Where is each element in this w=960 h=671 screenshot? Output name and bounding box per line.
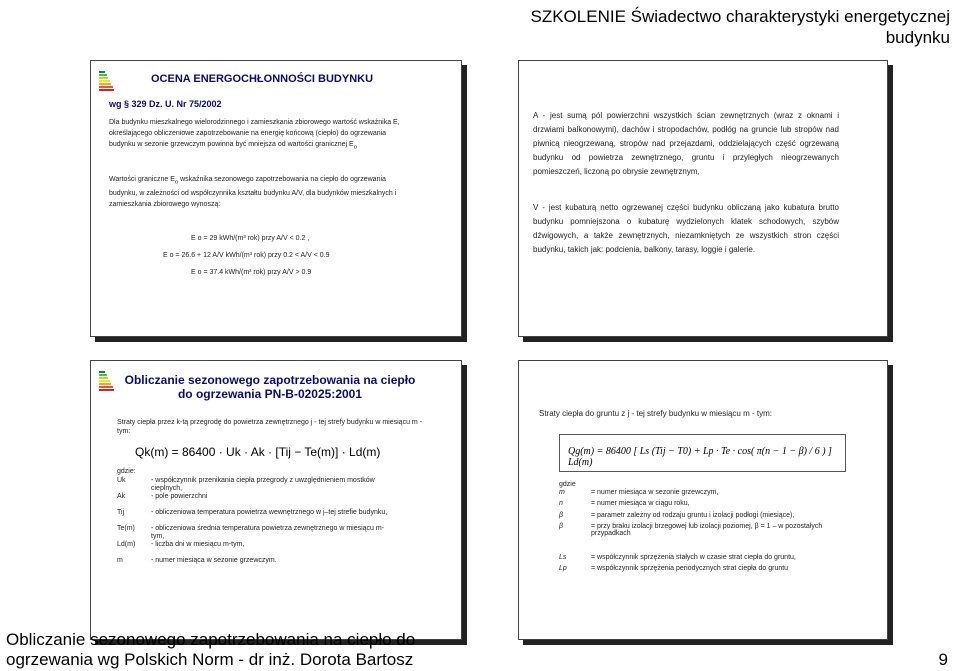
energy-bar <box>99 389 114 391</box>
definition-text: = parametr zależny od rodzaju gruntu i izolacji podłogi (miesiące), <box>591 512 795 519</box>
definition-text: - obliczeniowa średnia temperatura powietrza zewnętrznego w miesiącu m-tym, <box>151 525 385 540</box>
energy-bar <box>99 371 105 373</box>
energy-bar <box>99 86 113 88</box>
definition-symbol: Tij <box>117 509 125 516</box>
definition-symbol: Ld(m) <box>117 541 136 548</box>
energy-bar <box>99 383 111 385</box>
equation-3: E o = 37.4 kWh/(m³ rok) przy A/V > 0.9 <box>191 269 312 276</box>
energy-bar <box>99 380 110 382</box>
energy-bar <box>99 377 108 379</box>
intro-text: Straty ciepła do gruntu z j - tej strefy budynku w miesiącu m - tym: <box>539 409 772 418</box>
definition-symbol: Ak <box>117 493 126 500</box>
equation-2: E o = 26.6 + 12 A/V kWh/(m³ rok) przy 0.2 < A/V < 0.9 <box>163 252 330 259</box>
definition-symbol: n <box>559 500 563 507</box>
energy-label-icon <box>99 71 115 93</box>
energy-bar <box>99 89 114 91</box>
definition-symbol: β <box>559 523 563 530</box>
definition-symbol: Uk <box>117 477 126 484</box>
slide-title: Obliczanie sezonowego zapotrzebowania na ciepło do ogrzewania PN-B-02025:2001 <box>124 373 416 401</box>
document-header: SZKOLENIE Świadectwo charakterystyki energetycznej budynku <box>530 7 950 47</box>
slide-title: OCENA ENERGOCHŁONNOŚCI BUDYNKU <box>151 73 374 85</box>
definition-text: = numer miesiąca w sezonie grzewczym, <box>591 489 719 496</box>
definition-symbol: β <box>559 512 563 519</box>
slide-subtitle: wg § 329 Dz. U. Nr 75/2002 <box>109 99 222 109</box>
formula-qg: Qg(m) = 86400 [ Ls (Tij − T0) + Lp · Te · cos( π(n − 1 − β) / 6 ) ] Ld(m) <box>559 434 846 472</box>
paragraph-intro: Dla budynku mieszkalnego wielorodzinnego i zamieszkania zbiorowego wartość wskaźnika E, określającego obliczeniowe zapotrzebowanie na energię końcową (ciepło) do ogrzewania budynku w sezonie grzewczym powinna być mniejsza od wartości granicznej $E_o$ <box>109 119 400 151</box>
definition-symbol: Lp <box>559 565 567 572</box>
definition-text: = współczynnik sprzężenia periodycznych strat ciepła do gruntu <box>591 565 789 572</box>
where-label: gdzie <box>559 481 576 488</box>
definition-symbol: m <box>117 557 123 564</box>
definition-text: - pole powierzchni <box>151 493 208 500</box>
energy-label-icon <box>99 371 115 393</box>
energy-bar <box>99 80 110 82</box>
definition-v: V - jest kubaturą netto ogrzewanej części budynku obliczaną jako kubatura brutto budynku pomniejszona o kubaturę wydzielonych klatek schodowych, szybów dźwigowych, a także zewnętrznych, niezamkniętych ze wszystkich stron części budynku, takich jak: podcienia, balkony, tarasy, loggie i galerie. <box>533 203 839 254</box>
definition-symbol: Ls <box>559 554 567 561</box>
definition-symbol: m <box>559 489 565 496</box>
energy-bar <box>99 83 111 85</box>
definition-a: A - jest sumą pól powierzchni wszystkich ścian zewnętrznych (wraz z oknami i drzwiami balkonowymi), dachów i stropodachów, podłóg na gruncie lub stropów nad piwnicą nieogrzewaną, stropów nad przejazdami, oddzielających część ogrzewaną budynku od powietrza zewnętrznego, gruntu i przyległych nieogrzewanych pomieszczeń, liczoną po obrysie zewnętrznym, <box>533 111 839 176</box>
page-number: 9 <box>938 650 948 669</box>
energy-bar <box>99 386 113 388</box>
intro-text: Straty ciepła przez k-tą przegrodę do powietrza zewnętrznego j - tej strefy budynku w miesiącu m - tym: <box>117 419 423 435</box>
paragraph-limits: Wartości graniczne $E_o$ wskaźnika sezonowego zapotrzebowania na ciepło do ogrzewania budynku, w zależności od współczynnika kształtu budynku A/V, dla budynków mieszkalnych i zamieszkania zbiorowego wynoszą: <box>109 176 397 209</box>
energy-bar <box>99 74 107 76</box>
where-label: gdzie: <box>117 468 136 475</box>
definition-text: - współczynnik przenikania ciepła przegrody z uwzględnieniem mostków cieplnych, <box>151 477 375 492</box>
definition-symbol: Te(m) <box>117 525 135 532</box>
definition-text: - obliczeniowa temperatura powietrza wewnętrznego w j–tej strefie budynku, <box>151 509 388 516</box>
equation-1: E o = 29 kWh/(m³ rok) przy A/V < 0.2 , <box>191 235 310 242</box>
energy-bar <box>99 374 107 376</box>
slide-heat-loss-ground <box>518 360 888 640</box>
definition-text: = współczynnik sprzężenia stałych w czasie strat ciepła do gruntu, <box>591 554 796 561</box>
slide-heat-loss-envelope <box>90 360 462 640</box>
formula-qk: Qk(m) = 86400 · Uk · Ak · [Tij − Te(m)] · Ld(m) <box>135 445 381 459</box>
slide-definitions <box>518 60 888 337</box>
definition-text: = przy braku izolacji brzegowej lub izolacji poziomej, β = 1 – w pozostałych przypadkach <box>591 523 823 537</box>
definition-text: - numer miesiąca w sezonie grzewczym. <box>151 557 277 564</box>
energy-bar <box>99 77 108 79</box>
definition-text: = numer miesiąca w ciągu roku, <box>591 500 690 507</box>
slide-energochlonnosc <box>90 60 462 337</box>
energy-bar <box>99 71 105 73</box>
definition-text: - liczba dni w miesiącu m-tym, <box>151 541 245 548</box>
footer-caption: Obliczanie sezonowego zapotrzebowania na ciepło do ogrzewania wg Polskich Norm - dr inż. Dorota Bartosz <box>6 630 416 669</box>
